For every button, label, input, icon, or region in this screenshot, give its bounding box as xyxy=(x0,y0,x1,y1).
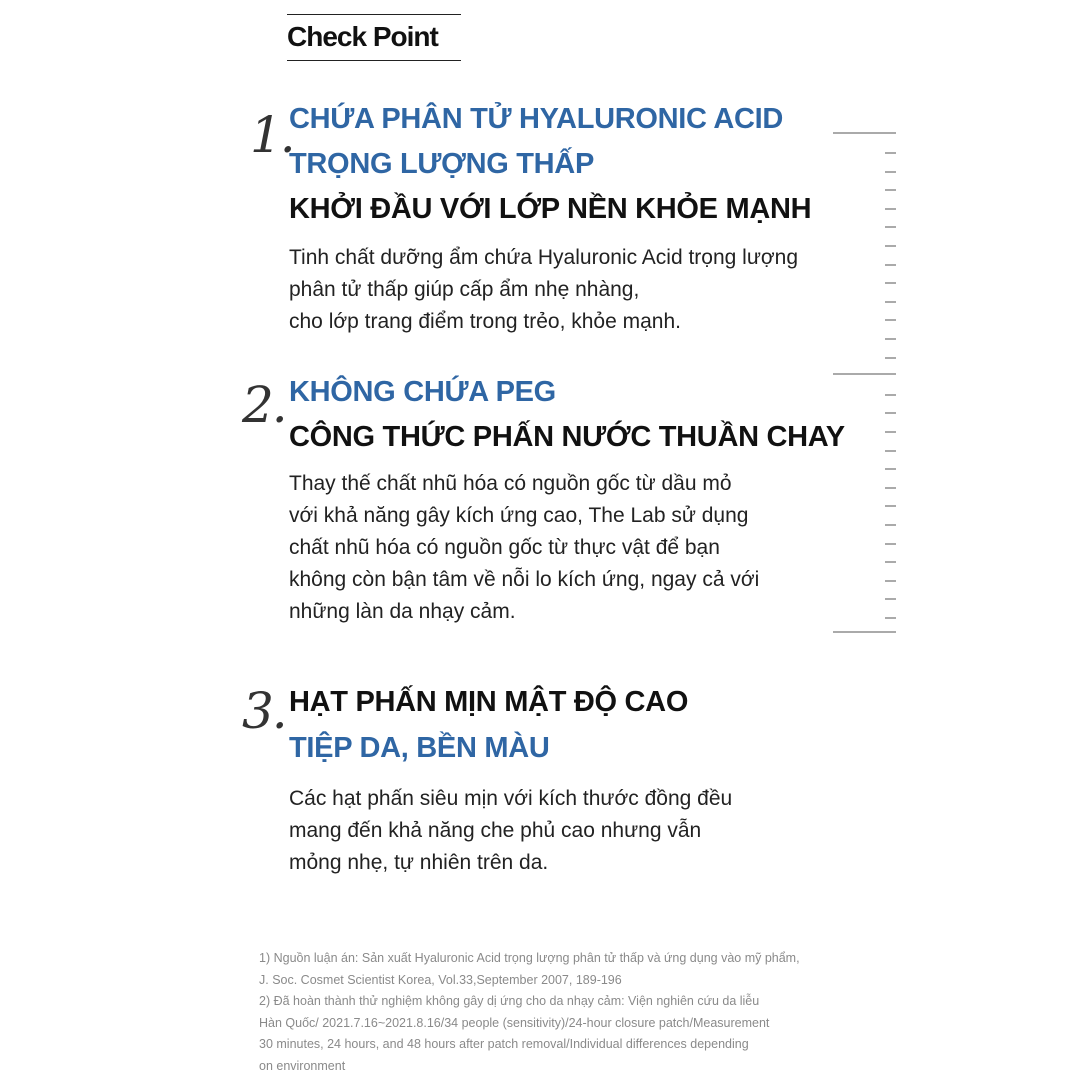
section-3-headline-line-2: TIỆP DA, BỀN MÀU xyxy=(289,732,550,764)
body-line: với khả năng gây kích ứng cao, The Lab sử dụng xyxy=(289,504,749,527)
section-2-headline-line-1: KHÔNG CHỨA PEG xyxy=(289,376,556,408)
body-line: cho lớp trang điểm trong trẻo, khỏe mạnh. xyxy=(289,310,681,333)
section-1-headline-line-2: TRỌNG LƯỢNG THẤP xyxy=(289,148,594,180)
section-1-number: 1. xyxy=(250,106,294,164)
footnote-line: J. Soc. Cosmet Scientist Korea, Vol.33,September 2007, 189-196 xyxy=(259,972,622,987)
body-line: phân tử thấp giúp cấp ẩm nhẹ nhàng, xyxy=(289,278,640,301)
section-1-body xyxy=(289,242,798,338)
section-2-number: 2. xyxy=(242,376,286,434)
ruler-decoration xyxy=(828,120,900,640)
footnote-line: 2) Đã hoàn thành thử nghiệm không gây dị ứng cho da nhạy cảm: Viện nghiên cứu da liễu xyxy=(259,994,760,1008)
footnote-line: 30 minutes, 24 hours, and 48 hours after patch removal/Individual differences depending xyxy=(259,1037,749,1051)
footnote-line: on environment xyxy=(259,1058,346,1073)
body-line: mỏng nhẹ, tự nhiên trên da. xyxy=(289,851,549,874)
footnote-line: 1) Nguồn luận án: Sản xuất Hyaluronic Acid trọng lượng phân tử thấp và ứng dụng vào mỹ phẩm, xyxy=(259,951,800,965)
body-line: chất nhũ hóa có nguồn gốc từ thực vật để bạn xyxy=(289,536,720,559)
section-3-number: 3. xyxy=(242,682,286,740)
section-2-headline-line-2: CÔNG THỨC PHẤN NƯỚC THUẦN CHAY xyxy=(289,421,845,453)
footnote-line: Hàn Quốc/ 2021.7.16~2021.8.16/34 people (sensitivity)/24-hour closure patch/Measurement xyxy=(259,1015,770,1030)
section-1-headline-line-1: CHỨA PHÂN TỬ HYALURONIC ACID xyxy=(289,103,784,135)
footnotes xyxy=(259,948,800,1077)
body-line: không còn bận tâm về nỗi lo kích ứng, ngay cả với xyxy=(289,568,760,591)
body-line: mang đến khả năng che phủ cao nhưng vẫn xyxy=(289,819,702,842)
page-title: Check Point xyxy=(287,21,438,52)
body-line: Các hạt phấn siêu mịn với kích thước đồng đều xyxy=(289,787,733,810)
body-line: Tinh chất dưỡng ẩm chứa Hyaluronic Acid trọng lượng xyxy=(289,246,799,269)
body-line: những làn da nhạy cảm. xyxy=(289,600,516,623)
section-1-headline-line-3: KHỞI ĐẦU VỚI LỚP NỀN KHỎE MẠNH xyxy=(289,193,812,225)
section-2-body xyxy=(289,468,759,628)
section-3-headline-line-1: HẠT PHẤN MỊN MẬT ĐỘ CAO xyxy=(289,686,689,718)
section-3-body xyxy=(289,783,732,879)
check-point-header xyxy=(287,14,461,61)
body-line: Thay thế chất nhũ hóa có nguồn gốc từ dầu mỏ xyxy=(289,472,732,495)
